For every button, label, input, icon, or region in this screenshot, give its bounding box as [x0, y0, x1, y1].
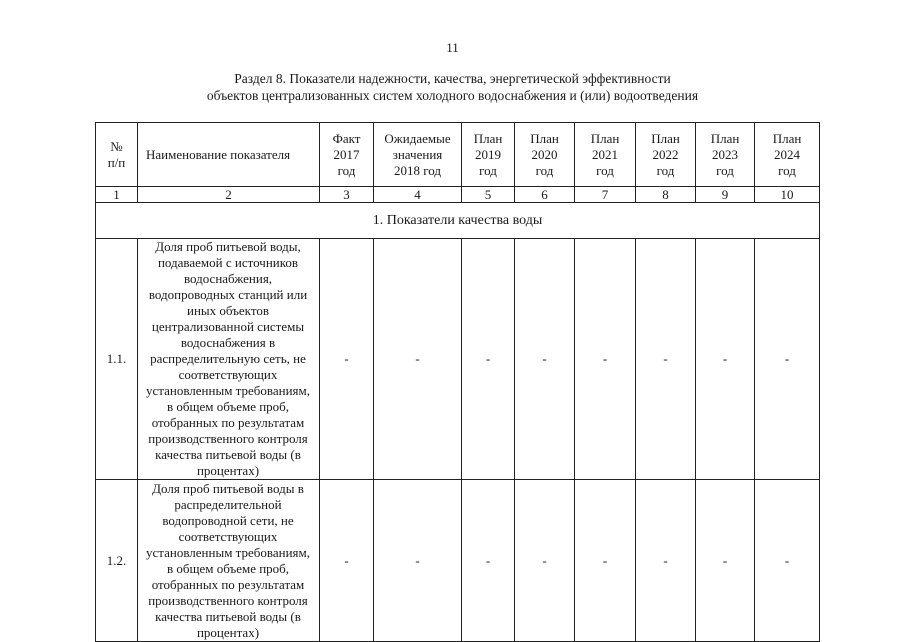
value-cell: -: [755, 480, 820, 642]
value-cell: -: [515, 239, 575, 480]
header-cell-plan-2022: [636, 123, 696, 187]
header-text: Ожидаемые: [384, 130, 451, 146]
value-cell: -: [755, 239, 820, 480]
title-line-2: объектов централизованных систем холодного водоснабжения и (или) водоотведения: [206, 88, 699, 103]
header-text: План: [651, 130, 680, 146]
value-cell: -: [575, 239, 636, 480]
header-cell-name: [138, 123, 320, 187]
column-number: 4: [374, 187, 462, 203]
indicators-table: [95, 122, 820, 642]
header-text: 2021: [592, 146, 618, 162]
value-cell: -: [575, 480, 636, 642]
header-cell-fact-2017: [320, 123, 374, 187]
indicator-name: Доля проб питьевой воды, подаваемой с источников водоснабжения, водопроводных станций или иных объектов централизованной системы водоснабжения в распределительную сеть, не соответствующих установленным требованиям, в общем объеме проб, отобранных по результатам производственного контроля качества питьевой воды (в процентах): [138, 239, 320, 480]
column-number: 2: [138, 187, 320, 203]
header-text: значения: [392, 146, 443, 162]
value-cell: -: [374, 480, 462, 642]
header-text: год: [656, 162, 675, 178]
header-text: 2024: [774, 146, 800, 162]
column-number-row: [96, 187, 820, 203]
column-number: 7: [575, 187, 636, 203]
header-text: 2018 год: [394, 162, 441, 178]
value-cell: -: [696, 480, 755, 642]
header-text: Факт: [332, 130, 361, 146]
column-number: 8: [636, 187, 696, 203]
table-row: [96, 480, 820, 642]
value-cell: -: [320, 239, 374, 480]
header-text: год: [716, 162, 734, 178]
value-cell: -: [515, 480, 575, 642]
title-line-1: Раздел 8. Показатели надежности, качества, энергетической эффективности: [234, 71, 671, 86]
header-text: План: [590, 130, 620, 146]
header-text: п/п: [107, 154, 126, 170]
header-cell-no: [96, 123, 138, 187]
header-cell-plan-2019: [462, 123, 515, 187]
value-cell: -: [462, 239, 515, 480]
header-text: 2022: [652, 146, 679, 162]
row-number: 1.1.: [96, 239, 138, 480]
header-text: План: [710, 130, 740, 146]
header-text: год: [479, 162, 497, 178]
header-cell-plan-2020: [515, 123, 575, 187]
indicator-name: Доля проб питьевой воды в распределительной водопроводной сети, не соответствующих установленным требованиям, в общем объеме проб, отобранных по результатам производственного контроля качества питьевой воды (в процентах): [138, 480, 320, 642]
header-text: План: [473, 130, 503, 146]
row-number: 1.2.: [96, 480, 138, 642]
header-text: 2019: [475, 146, 501, 162]
header-text: год: [337, 162, 356, 178]
header-text: год: [778, 162, 796, 178]
header-text: 2020: [531, 146, 558, 162]
header-text: год: [596, 162, 614, 178]
value-cell: -: [462, 480, 515, 642]
column-number: 9: [696, 187, 755, 203]
header-text: 2017: [333, 146, 360, 162]
section-title-heading: [0, 70, 905, 104]
column-number: 10: [755, 187, 820, 203]
value-cell: -: [320, 480, 374, 642]
header-text: План: [530, 130, 559, 146]
table-row: [96, 239, 820, 480]
header-text: Наименование показателя: [146, 146, 291, 162]
value-cell: -: [636, 480, 696, 642]
column-number: 3: [320, 187, 374, 203]
section-heading: 1. Показатели качества воды: [96, 203, 820, 239]
header-cell-plan-2023: [696, 123, 755, 187]
header-cell-expected-2018: [374, 123, 462, 187]
column-number: 6: [515, 187, 575, 203]
header-text: год: [535, 162, 554, 178]
header-text: 2023: [712, 146, 738, 162]
column-number: 1: [96, 187, 138, 203]
column-number: 5: [462, 187, 515, 203]
section-row: [96, 203, 820, 239]
value-cell: -: [374, 239, 462, 480]
header-row: [96, 123, 820, 187]
header-text: №: [110, 138, 123, 154]
header-cell-plan-2021: [575, 123, 636, 187]
page-number: 11: [446, 40, 459, 55]
header-cell-plan-2024: [755, 123, 820, 187]
header-text: План: [772, 130, 802, 146]
value-cell: -: [636, 239, 696, 480]
value-cell: -: [696, 239, 755, 480]
